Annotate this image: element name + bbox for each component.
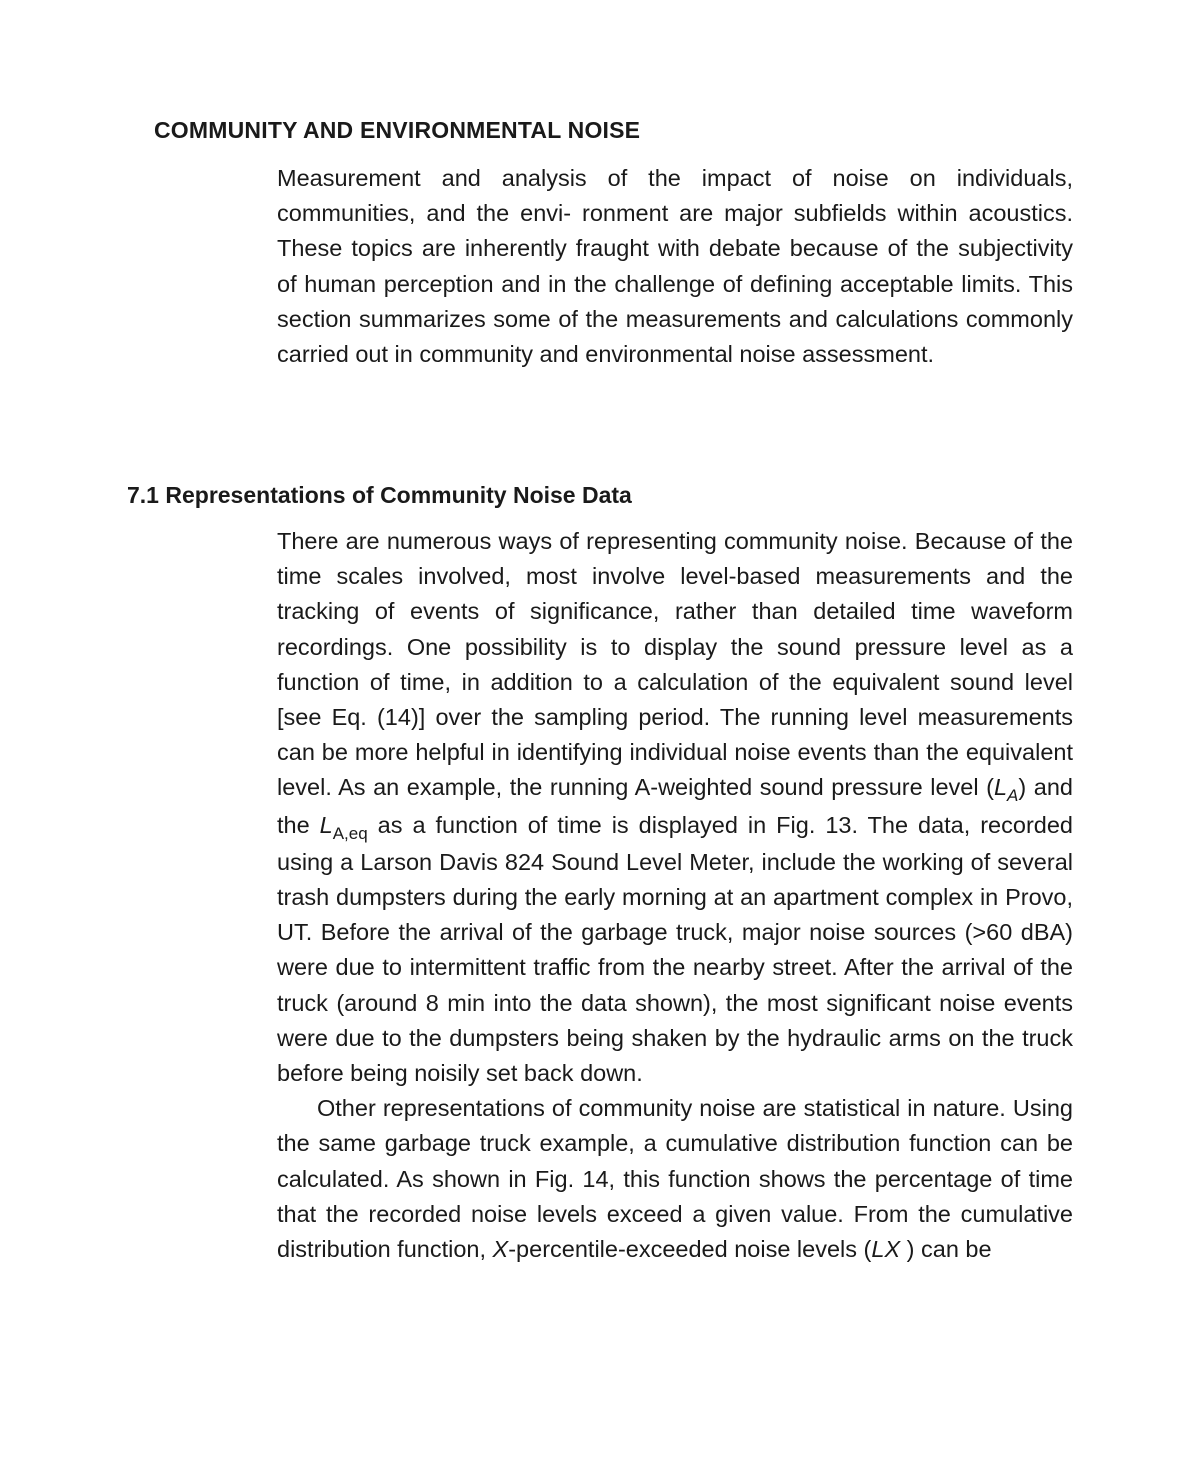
symbol-LX: LX [871, 1236, 901, 1263]
paragraph-2-text-a: Other representations of community noise are statistical in nature. Using the same garbage truck example, a cumulative distribution function can be calculated. As shown in Fig. 14, this function shows the percentage of time that the recorded noise levels exceed a given value. From the cumulative distribution function, [277, 1095, 1073, 1263]
subsection-body [277, 524, 1073, 1267]
section-title: COMMUNITY AND ENVIRONMENTAL NOISE [154, 117, 641, 143]
paragraph-2-text-c: ) can be [900, 1236, 992, 1263]
intro-paragraph: Measurement and analysis of the impact of noise on individuals, communities, and the envi- ronment are major subfields within acoustics. These topics are inherently fraught with debate because of the subjectivity of human perception and in the challenge of defining acceptable limits. This section summarizes some of the measurements and calculations commonly carried out in community and environmental noise assessment. [277, 165, 1073, 368]
symbol-X: X [492, 1236, 509, 1263]
paragraph-1-text-c: as a function of time is displayed in Fig. 13. The data, recorded using a Larson Davis 824 Sound Level Meter, include the working of several trash dumpsters during the early morning at an apartment complex in Provo, UT. Before the arrival of the garbage truck, major noise sources (>60 dBA) were due to intermittent traffic from the nearby street. After the arrival of the truck (around 8 min into the data shown), the most significant noise events were due to the dumpsters being shaken by the hydraulic arms on the truck before being noisily set back down. [277, 811, 1073, 1087]
paragraph-1-text-b: ) and the [277, 774, 1073, 838]
symbol-Aeq-subscript: A,eq [332, 823, 368, 843]
symbol-A-subscript: A [1007, 786, 1019, 806]
paragraph-2-text-b: -percentile-exceeded noise levels ( [508, 1236, 872, 1263]
paragraph-1-text-a: There are numerous ways of representing community noise. Because of the time scales involved, most involve level-based measurements and the tracking of events of significance, rather than detailed time waveform recordings. One possibility is to display the sound pressure level as a function of time, in addition to a calculation of the equivalent sound level [see Eq. (14)] over the sampling period. The running level measurements can be more helpful in identifying individual noise events than the equivalent level. As an example, the running A-weighted sound pressure level ( [277, 528, 1073, 801]
symbol-L: L [993, 774, 1008, 801]
symbol-L-eq: L [319, 811, 333, 838]
subsection-title: 7.1 Representations of Community Noise Data [127, 482, 632, 508]
paragraph-2 [277, 1091, 1073, 1267]
paragraph-1 [277, 524, 1073, 1091]
